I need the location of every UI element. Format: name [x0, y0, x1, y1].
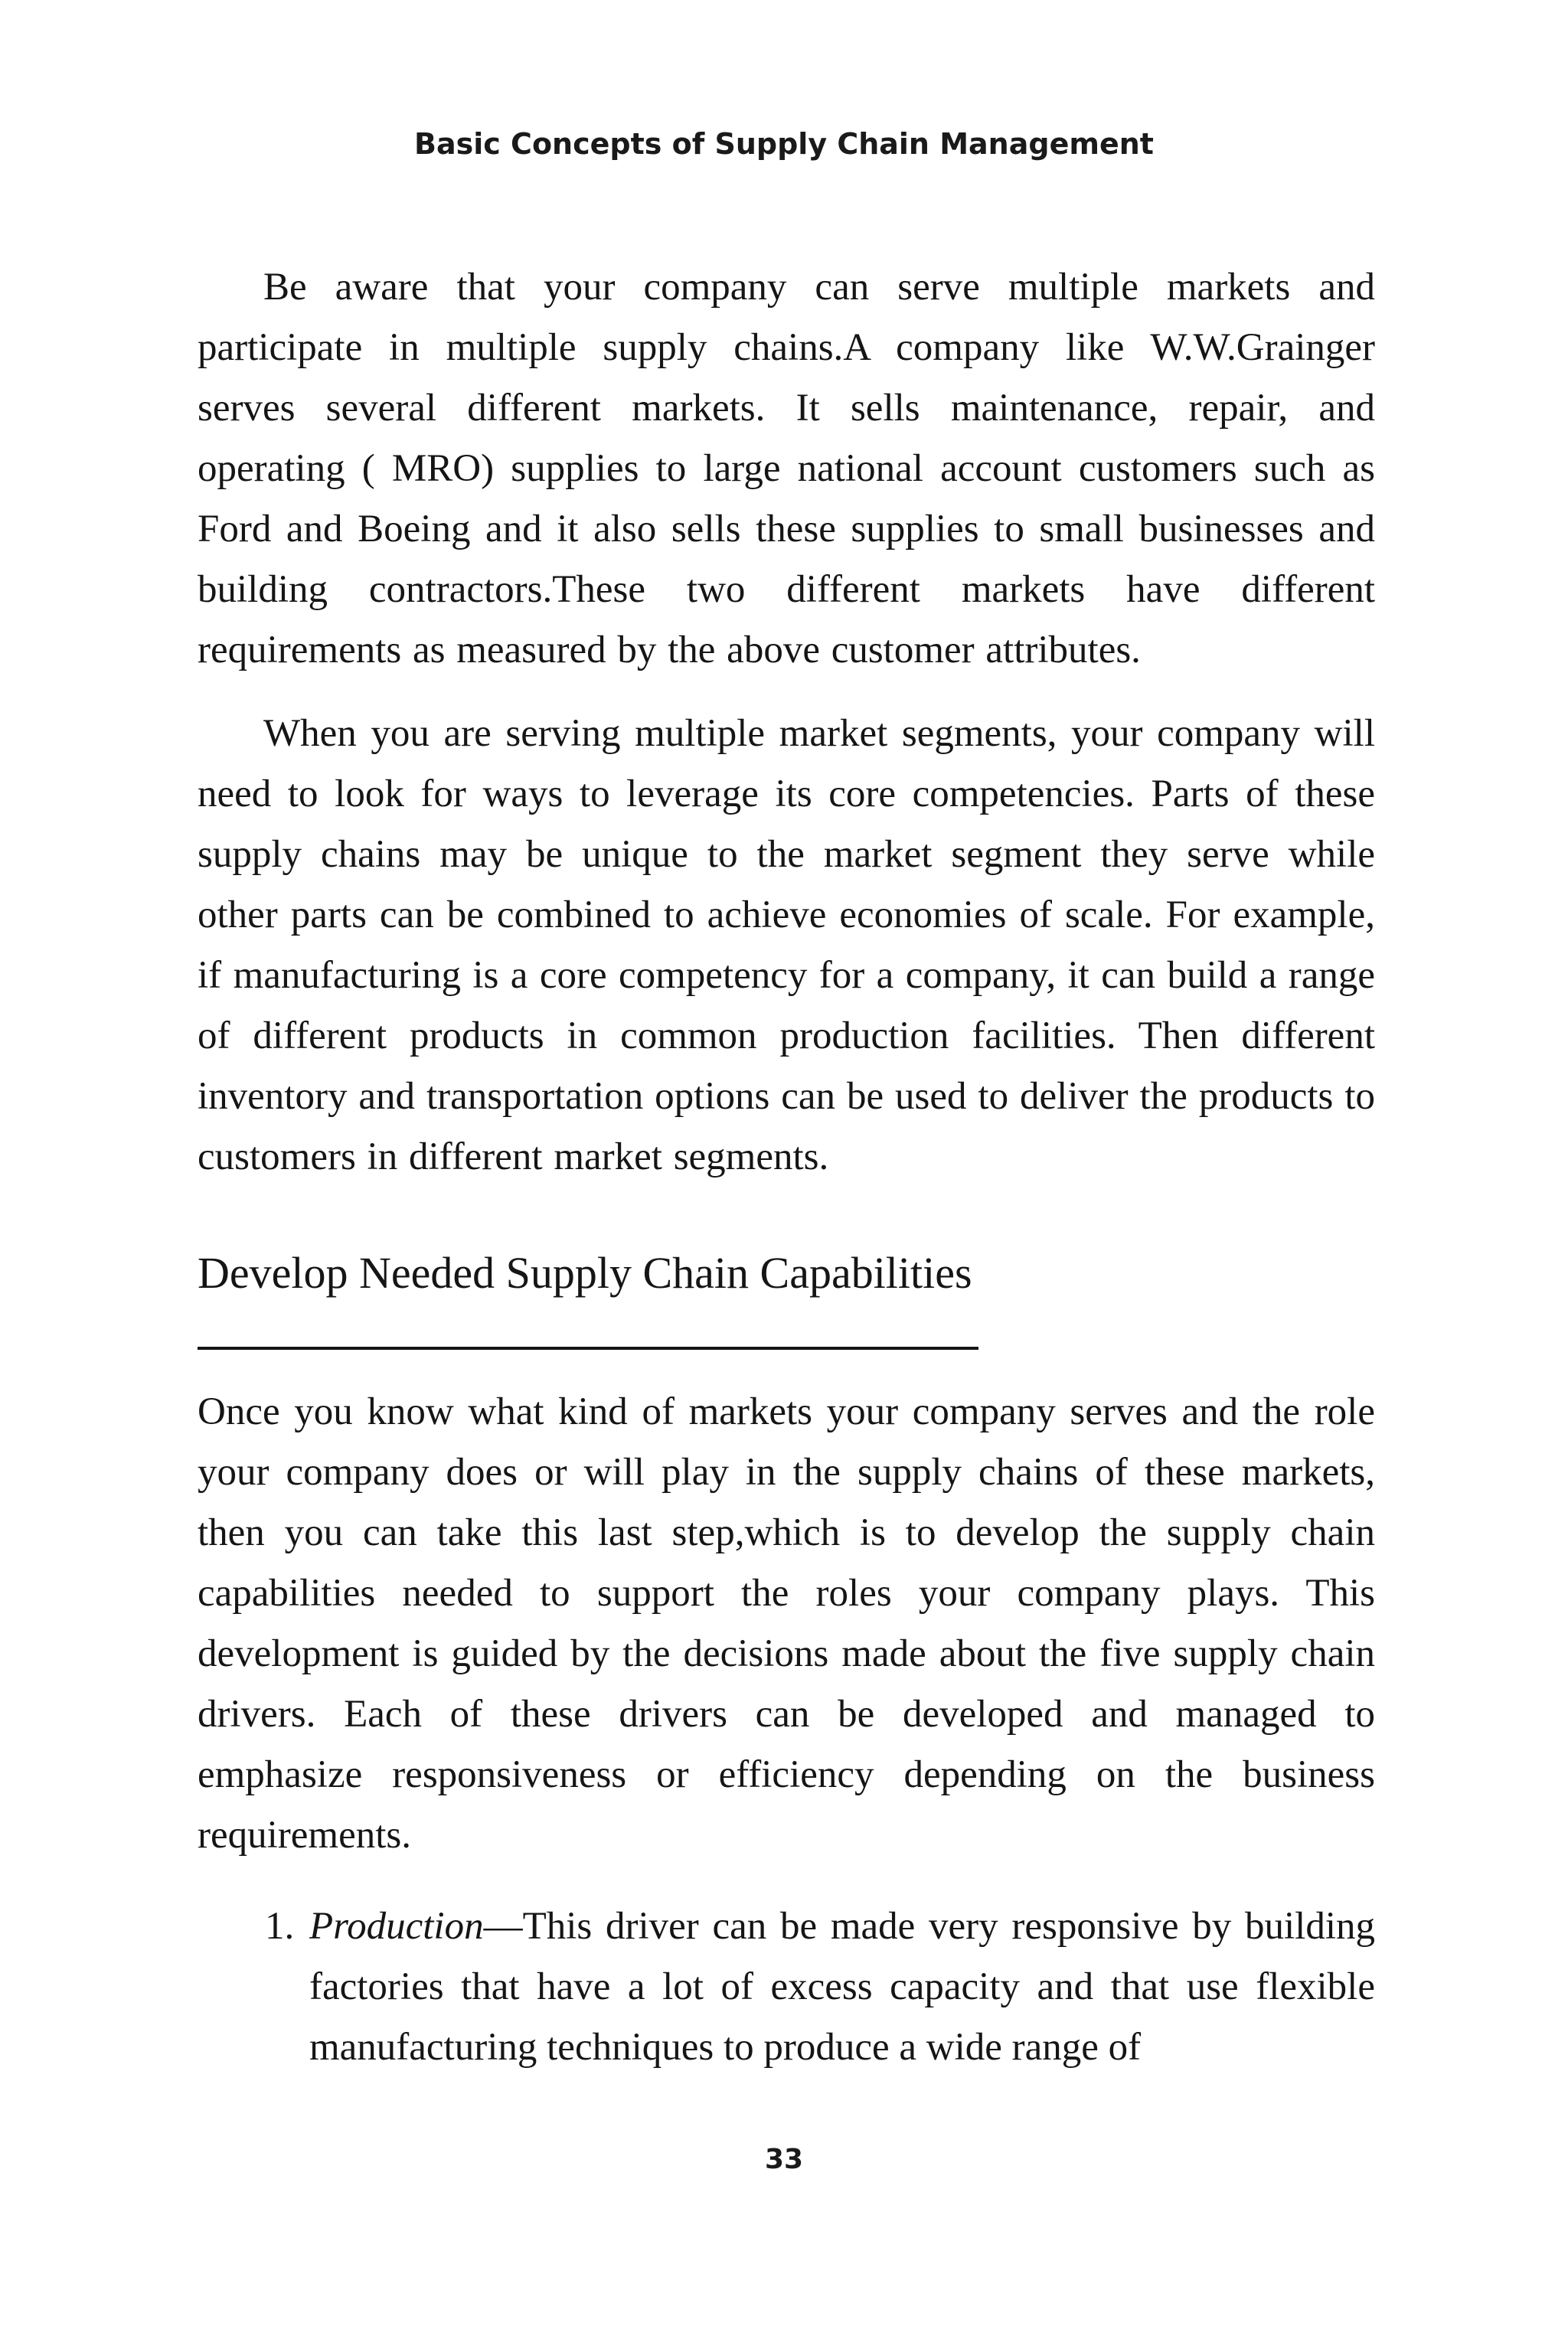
body-paragraph: When you are serving multiple market segments, your company will need to look for ways to leverage its core competencies. Parts of these supply chains may be unique to the market segment they serve while other parts can be combined to achieve economies of scale. For example, if manufacturing is a core competency for a company, it can build a range of different products in common production facilities. Then different inventory and transportation options can be used to deliver the products to customers in different market segments. — [198, 712, 1375, 1178]
list-item-text: —This driver can be made very responsive by building factories that have a lot of excess capacity and that use flexible manufacturing techniques to produce a wide range of — [309, 1905, 1375, 2069]
list-item — [198, 1896, 1375, 2078]
list-item-title: Production — [309, 1905, 484, 1948]
list-item-number: 1. — [265, 1905, 295, 1948]
page-number: 33 — [764, 2144, 804, 2175]
section-heading: Develop Needed Supply Chain Capabilities — [198, 1248, 972, 1298]
body-paragraph: Be aware that your company can serve multiple markets and participate in multiple supply chains.A company like W.W.Grainger serves several different markets. It sells maintenance, repair, and operating ( MRO) supplies to large national account customers such as Ford and Boeing and it also sells these supplies to small businesses and building contractors.These two different markets have different requirements as measured by the above customer attributes. — [198, 266, 1375, 671]
page-body — [198, 257, 1375, 2078]
section-paragraph: Once you know what kind of markets your company serves and the role your company does or will play in the supply chains of these markets, then you can take this last step,which is to develop the supply chain capabilities needed to support the roles your company plays. This development is guided by the decisions made about the five supply chain drivers. Each of these drivers can be developed and managed to emphasize responsiveness or efficiency depending on the business requirements. — [198, 1390, 1375, 1857]
running-header: Basic Concepts of Supply Chain Management — [414, 127, 1154, 161]
heading-underline — [198, 1347, 978, 1350]
